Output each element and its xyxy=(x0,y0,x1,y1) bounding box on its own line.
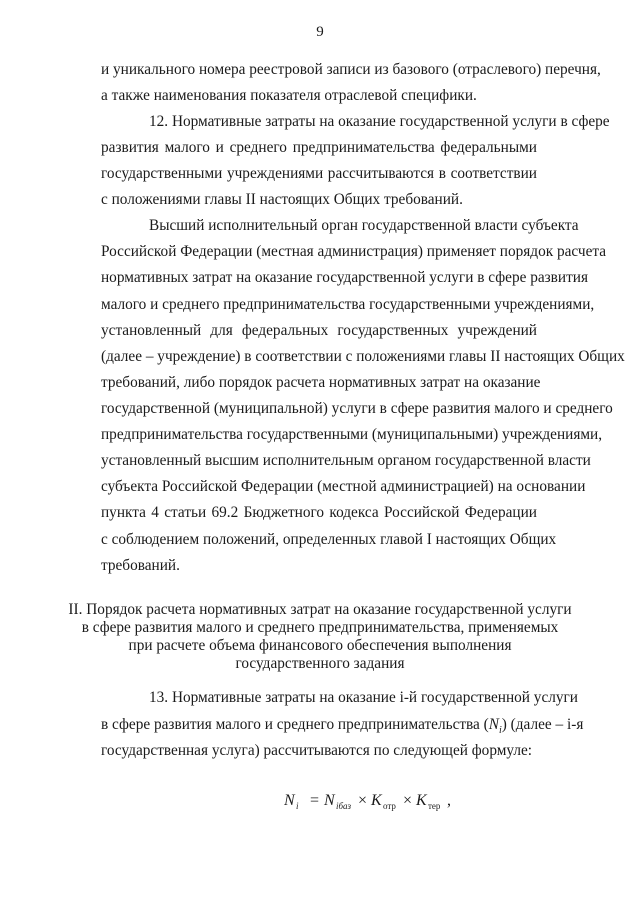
formula-symbol: N xyxy=(488,716,499,733)
svg-text:,: , xyxy=(447,792,451,809)
text-line: требований, либо порядок расчета нормативных затрат на оказание xyxy=(101,374,541,391)
text-line: 12. Нормативные затраты на оказание государственной услуги в сфере xyxy=(149,113,610,130)
text-line: пункта 4 статьи 69.2 Бюджетного кодекса Российской Федерации xyxy=(101,504,537,521)
text-line xyxy=(101,716,584,740)
svg-text:=: = xyxy=(310,792,320,809)
text-line: государственными учреждениями рассчитываются в соответствии xyxy=(101,165,537,182)
text-line: предпринимательства государственными (муниципальными) учреждениями, xyxy=(101,426,603,443)
svg-text:K: K xyxy=(371,792,382,809)
text-line: установленный высшим исполнительным органом государственной власти xyxy=(101,452,591,469)
text-line: с положениями главы II настоящих Общих требований. xyxy=(101,191,463,208)
text-line: требований. xyxy=(101,557,180,574)
text-line: Высший исполнительный орган государственной власти субъекта xyxy=(149,217,579,234)
text-line: с соблюдением положений, определенных главой I настоящих Общих xyxy=(101,531,557,548)
svg-text:iбаз: iбаз xyxy=(336,801,352,811)
text-line: развития малого и среднего предпринимательства федеральными xyxy=(101,139,537,156)
svg-text:×: × xyxy=(358,792,368,809)
svg-text:N: N xyxy=(324,792,335,809)
svg-text:тер: тер xyxy=(428,801,441,811)
section-heading-line: государственного задания xyxy=(235,655,405,672)
formula xyxy=(284,787,504,817)
text-line: а также наименования показателя отраслевой специфики. xyxy=(101,87,477,104)
text-fragment: ) (далее – i-я xyxy=(501,716,584,733)
text-line: малого и среднего предпринимательства государственными учреждениями, xyxy=(101,296,595,313)
svg-text:i: i xyxy=(296,801,299,811)
section-heading-line: в сфере развития малого и среднего предпринимательства, применяемых xyxy=(81,619,559,636)
text-line: и уникального номера реестровой записи из базового (отраслевого) перечня, xyxy=(101,61,601,78)
text-line: субъекта Российской Федерации (местной администрацией) на основании xyxy=(101,478,586,495)
svg-text:×: × xyxy=(403,792,413,809)
svg-text:отр: отр xyxy=(383,801,396,811)
text-line: установленный для федеральных государственных учреждений xyxy=(101,322,537,339)
text-fragment: в сфере развития малого и среднего предпринимательства ( xyxy=(101,716,489,733)
text-line: 13. Нормативные затраты на оказание i-й государственной услуги xyxy=(149,689,578,706)
text-line: нормативных затрат на оказание государственной услуги в сфере развития xyxy=(101,269,588,286)
svg-text:N: N xyxy=(284,792,295,809)
section-heading-line: при расчете объема финансового обеспечения выполнения xyxy=(128,637,512,654)
text-line: Российской Федерации (местная администрация) применяет порядок расчета xyxy=(101,243,607,260)
formula-subscript: i xyxy=(498,725,502,737)
section-heading-line: II. Порядок расчета нормативных затрат на оказание государственной услуги xyxy=(68,601,572,618)
text-line: государственная услуга) рассчитываются по следующей формуле: xyxy=(101,742,533,759)
svg-text:K: K xyxy=(416,792,427,809)
page-number: 9 xyxy=(316,24,324,40)
text-line: государственной (муниципальной) услуги в сфере развития малого и среднего xyxy=(101,400,613,417)
text-line: (далее – учреждение) в соответствии с положениями главы II настоящих Общих xyxy=(101,348,625,365)
